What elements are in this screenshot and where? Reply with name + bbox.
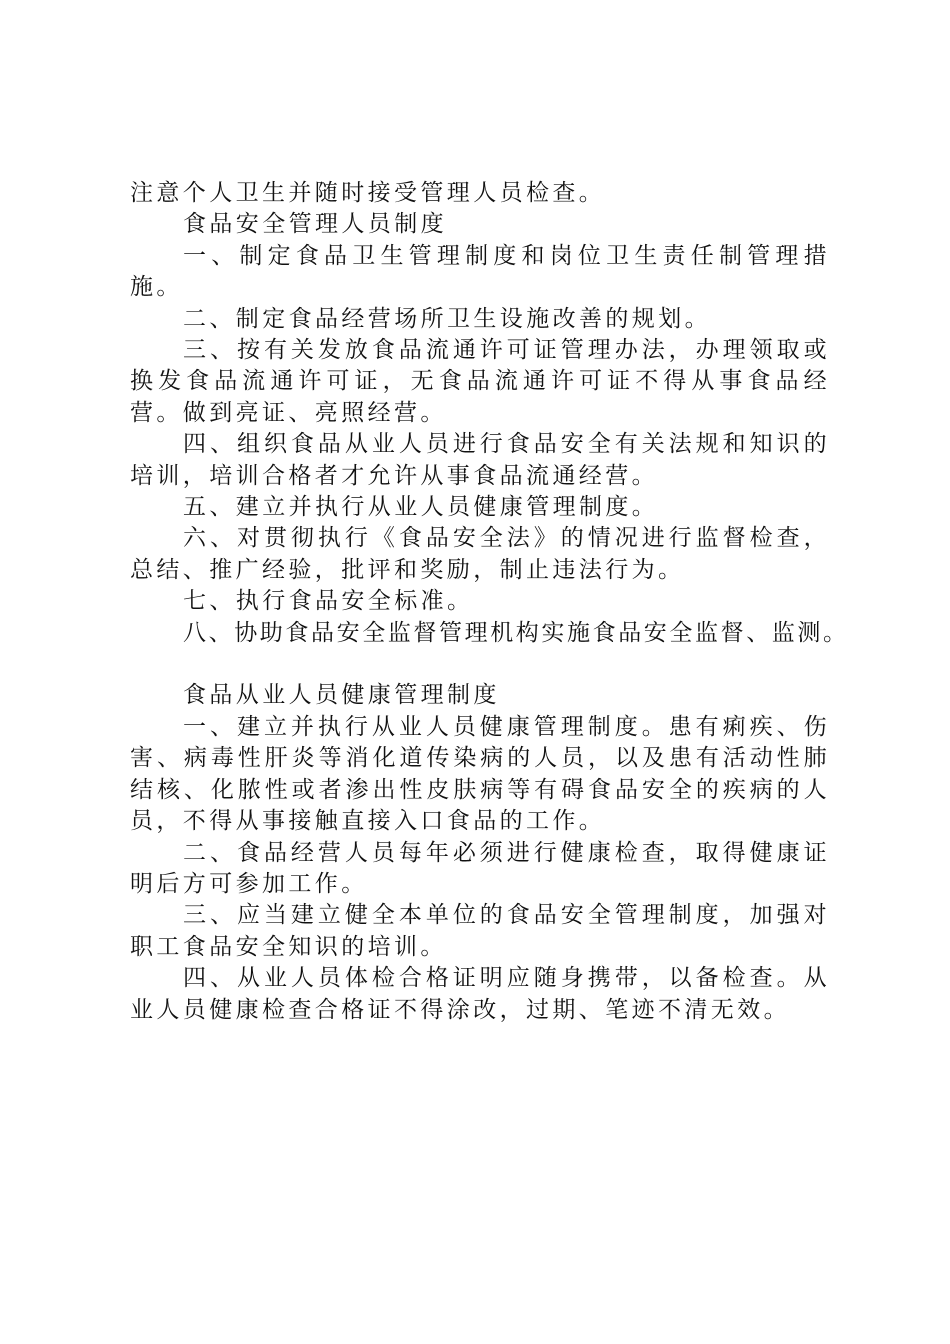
list-item: 五、建立并执行从业人员健康管理制度。 (183, 494, 659, 521)
continuation-paragraph: 注意个人卫生并随时接受管理人员检查。 (130, 180, 606, 206)
list-item: 四、组织食品从业人员进行食品安全有关法规和知识的培训，培训合格者才允许从事食品流通经营。 (130, 431, 830, 489)
section-title-food-safety-manager: 食品安全管理人员制度 (183, 211, 447, 238)
list-item: 一、制定食品卫生管理制度和岗位卫生责任制管理措施。 (130, 242, 830, 301)
section-spacer (130, 649, 830, 680)
list-item: 八、协助食品安全监督管理机构实施食品安全监督、监测。 (183, 619, 849, 646)
list-item: 三、应当建立健全本单位的食品安全管理制度，加强对职工食品安全知识的培训。 (130, 902, 830, 960)
list-item: 七、执行食品安全标准。 (183, 588, 474, 615)
list-item: 一、建立并执行从业人员健康管理制度。患有痢疾、伤害、病毒性肝炎等消化道传染病的人员，以及患有活动性肺结核、化脓性或者渗出性皮肤病等有碍食品安全的疾病的人员，不得从事接触直接入口食品的工作。 (130, 713, 830, 835)
section-title-health-management: 食品从业人员健康管理制度 (183, 682, 500, 709)
list-item: 二、制定食品经营场所卫生设施改善的规划。 (183, 305, 711, 332)
list-item: 三、按有关发放食品流通许可证管理办法，办理领取或换发食品流通许可证，无食品流通许可证不得从事食品经营。做到亮证、亮照经营。 (130, 337, 830, 426)
list-item: 二、食品经营人员每年必须进行健康检查，取得健康证明后方可参加工作。 (130, 839, 830, 897)
list-item: 四、从业人员体检合格证明应随身携带，以备检查。从业人员健康检查合格证不得涂改，过期、笔迹不清无效。 (130, 965, 830, 1023)
document-body (130, 178, 849, 1026)
list-item: 六、对贯彻执行《食品安全法》的情况进行监督检查，总结、推广经验，批评和奖励，制止违法行为。 (130, 525, 830, 583)
